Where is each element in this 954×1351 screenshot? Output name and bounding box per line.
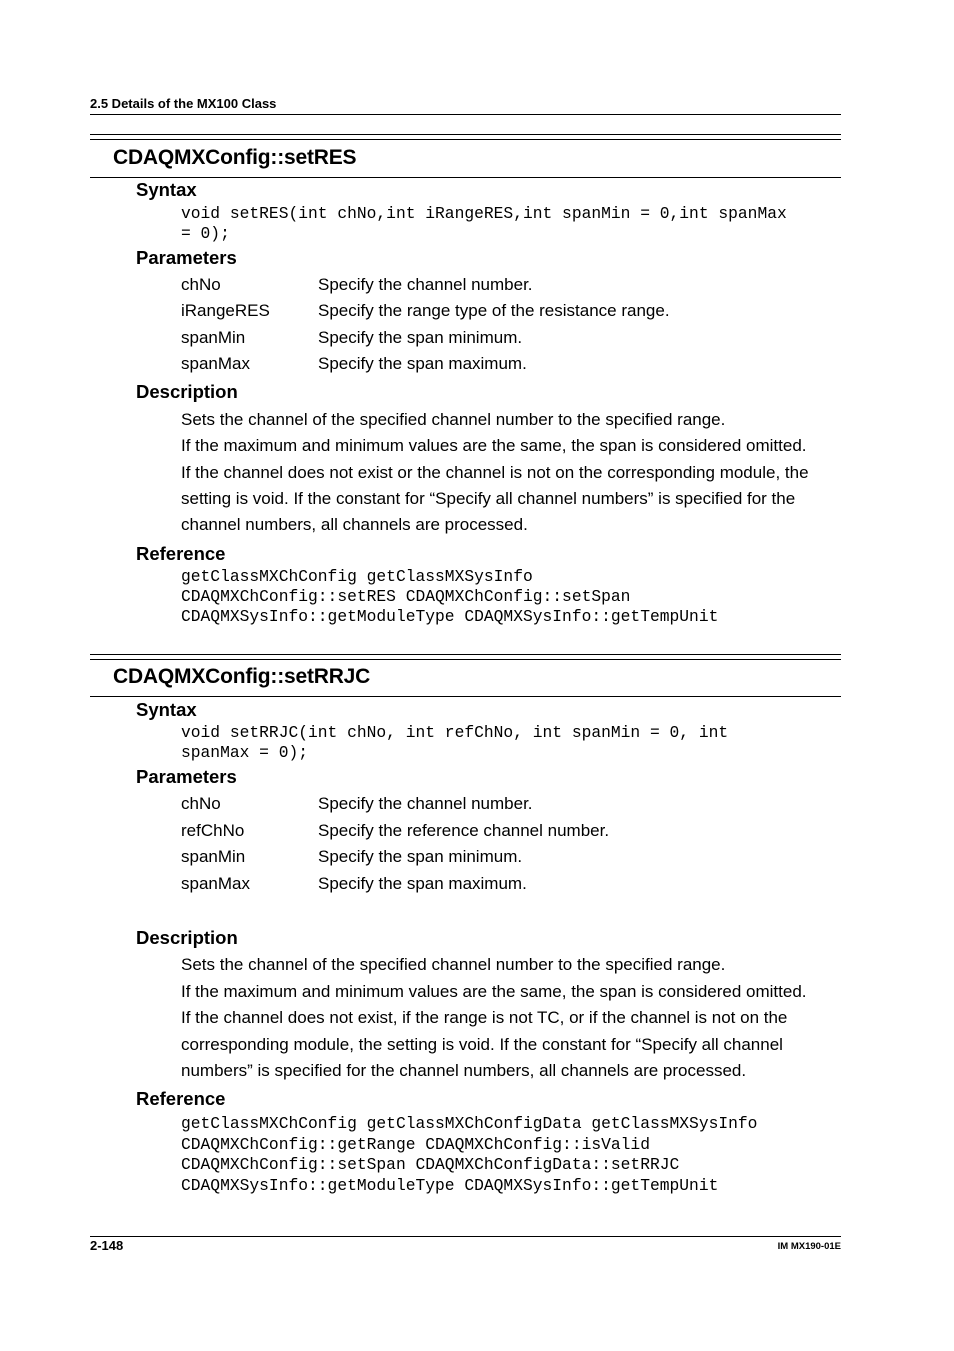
parameters-heading: Parameters [136, 766, 237, 787]
header-rule [90, 114, 841, 115]
param-name: refChNo [181, 821, 245, 840]
param-name: spanMin [181, 847, 246, 866]
reference-heading: Reference [136, 1088, 226, 1109]
section-title-rule [90, 177, 841, 178]
reference-line: CDAQMXChConfig::getRange CDAQMXChConfig::isValid [181, 1135, 650, 1154]
syntax-line: void setRES(int chNo,int iRangeRES,int spanMin = 0,int spanMax [181, 204, 787, 223]
description-heading: Description [136, 381, 238, 402]
reference-line: CDAQMXSysInfo::getModuleType CDAQMXSysInfo::getTempUnit [181, 1176, 719, 1195]
param-desc: Specify the span minimum. [318, 328, 523, 347]
section-rule-top-2 [90, 659, 841, 660]
param-name: chNo [181, 794, 221, 813]
footer-rule [90, 1236, 841, 1237]
param-desc: Specify the span maximum. [318, 874, 527, 893]
parameters-heading: Parameters [136, 247, 237, 268]
description-line: If the channel does not exist or the channel is not on the corresponding module, the [181, 463, 809, 482]
description-line: If the channel does not exist, if the range is not TC, or if the channel is not on the [181, 1008, 788, 1027]
syntax-heading: Syntax [136, 179, 197, 200]
param-name: spanMin [181, 328, 246, 347]
syntax-line: void setRRJC(int chNo, int refChNo, int spanMin = 0, int [181, 723, 729, 742]
reference-line: CDAQMXSysInfo::getModuleType CDAQMXSysInfo::getTempUnit [181, 607, 719, 626]
reference-line: CDAQMXChConfig::setSpan CDAQMXChConfigData::setRRJC [181, 1155, 680, 1174]
section-title: CDAQMXConfig::setRES [113, 146, 357, 169]
param-name: iRangeRES [181, 301, 270, 320]
param-desc: Specify the range type of the resistance range. [318, 301, 670, 320]
page-number: 2-148 [90, 1238, 124, 1253]
description-line: If the maximum and minimum values are the same, the span is considered omitted. [181, 436, 807, 455]
section-title-rule [90, 696, 841, 697]
running-header: 2.5 Details of the MX100 Class [90, 96, 277, 111]
param-desc: Specify the span minimum. [318, 847, 523, 866]
description-line: Sets the channel of the specified channel number to the specified range. [181, 410, 726, 429]
param-desc: Specify the channel number. [318, 275, 533, 294]
description-line: setting is void. If the constant for “Specify all channel numbers” is specified for the [181, 489, 796, 508]
syntax-line: = 0); [181, 224, 230, 243]
param-name: chNo [181, 275, 221, 294]
description-line: corresponding module, the setting is void. If the constant for “Specify all channel [181, 1035, 783, 1054]
section-title: CDAQMXConfig::setRRJC [113, 665, 371, 688]
param-desc: Specify the channel number. [318, 794, 533, 813]
description-line: If the maximum and minimum values are the same, the span is considered omitted. [181, 982, 807, 1001]
param-name: spanMax [181, 354, 250, 373]
doc-id: IM MX190-01E [777, 1241, 841, 1252]
param-name: spanMax [181, 874, 250, 893]
section-rule-top [90, 654, 841, 655]
description-line: Sets the channel of the specified channel number to the specified range. [181, 955, 726, 974]
syntax-heading: Syntax [136, 699, 197, 720]
reference-line: getClassMXChConfig getClassMXSysInfo [181, 567, 533, 586]
param-desc: Specify the reference channel number. [318, 821, 610, 840]
description-line: channel numbers, all channels are processed. [181, 515, 528, 534]
param-desc: Specify the span maximum. [318, 354, 527, 373]
reference-line: getClassMXChConfig getClassMXChConfigData getClassMXSysInfo [181, 1114, 758, 1133]
syntax-line: spanMax = 0); [181, 743, 309, 762]
description-line: numbers” is specified for the channel numbers, all channels are processed. [181, 1061, 747, 1080]
section-rule-top-2 [90, 139, 841, 140]
reference-heading: Reference [136, 543, 226, 564]
description-heading: Description [136, 927, 238, 948]
reference-line: CDAQMXChConfig::setRES CDAQMXChConfig::setSpan [181, 587, 631, 606]
section-rule-top [90, 134, 841, 135]
